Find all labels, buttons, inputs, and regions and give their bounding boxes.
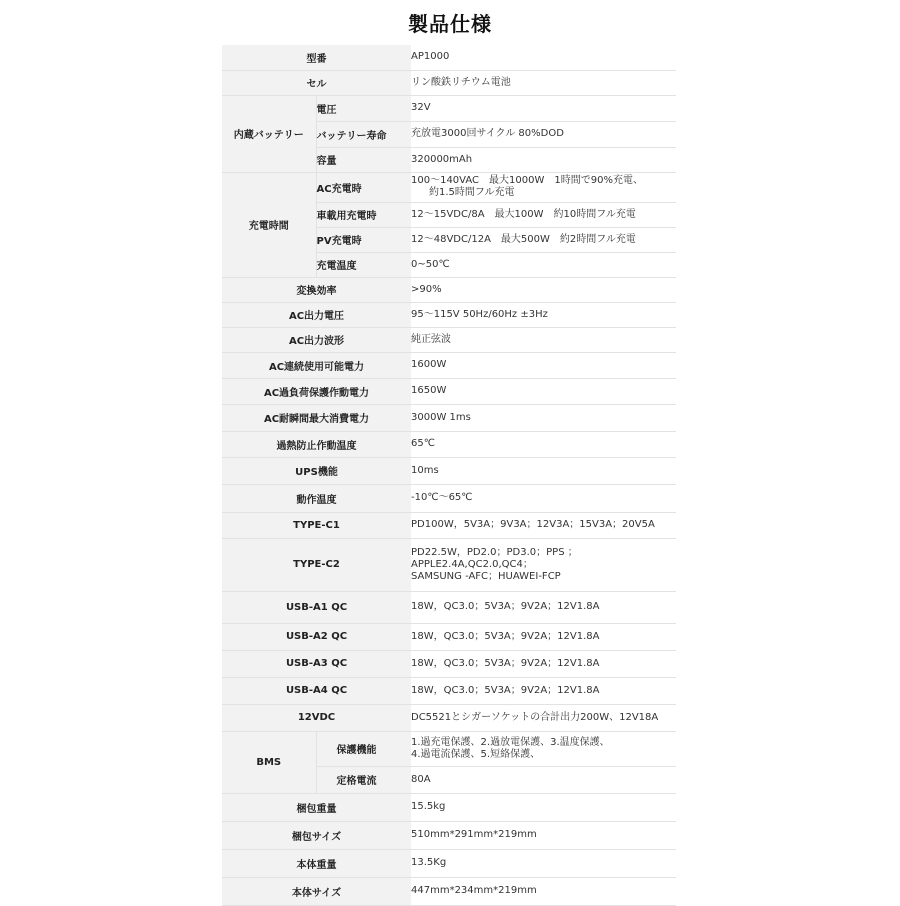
row-value: 12〜15VDC/8A 最大100W 約10時間フル充電 [411, 202, 676, 227]
row-label: TYPE-C1 [222, 512, 411, 538]
table-row [222, 731, 676, 766]
row-label: USB-A4 QC [222, 677, 411, 704]
table-row [222, 538, 676, 591]
row-sublabel: 保護機能 [316, 731, 411, 766]
row-label: AC過負荷保護作動電力 [222, 378, 411, 404]
row-value: AP1000 [411, 45, 676, 70]
row-label: USB-A1 QC [222, 591, 411, 623]
value-line: PD22.5W，PD2.0；PD3.0；PPS ； [411, 546, 578, 558]
row-value: 純正弦波 [411, 327, 676, 352]
group-label-bms: BMS [222, 731, 316, 793]
row-sublabel: 定格電流 [316, 766, 411, 793]
row-sublabel: バッテリー寿命 [316, 121, 411, 147]
group-label-charge-time: 充電時間 [222, 172, 316, 277]
row-sublabel: 車載用充電時 [316, 202, 411, 227]
row-value: 1600W [411, 352, 676, 378]
table-row [222, 327, 676, 352]
spec-table [222, 45, 676, 906]
row-value: 18W，QC3.0；5V3A；9V2A；12V1.8A [411, 591, 676, 623]
row-value: 95〜115V 50Hz/60Hz ±3Hz [411, 302, 676, 327]
row-value: 320000mAh [411, 147, 676, 172]
row-value: 0~50℃ [411, 252, 676, 277]
value-line: 約1.5時間フル充電 [429, 187, 515, 198]
table-row [222, 378, 676, 404]
row-label: 12VDC [222, 704, 411, 731]
row-value: 510mm*291mm*219mm [411, 821, 676, 849]
table-row [222, 457, 676, 484]
row-sublabel: 電圧 [316, 95, 411, 121]
value-line: APPLE2.4A,QC2.0,QC4； [411, 558, 533, 570]
row-value: 18W，QC3.0；5V3A；9V2A；12V1.8A [411, 623, 676, 650]
table-row [222, 793, 676, 821]
table-row [222, 95, 676, 121]
table-row [222, 70, 676, 95]
row-label: 本体サイズ [222, 877, 411, 905]
row-label: 梱包サイズ [222, 821, 411, 849]
value-line: 1.過充電保護、2.過放電保護、3.温度保護、 [411, 736, 610, 748]
value-line: SAMSUNG -AFC；HUAWEI-FCP [411, 570, 561, 582]
table-row [222, 849, 676, 877]
table-row [222, 650, 676, 677]
row-value: >90% [411, 277, 676, 302]
row-value: PD100W，5V3A；9V3A；12V3A；15V3A；20V5A [411, 512, 676, 538]
value-line: 4.過電流保護、5.短絡保護、 [411, 748, 541, 760]
row-value: 12〜48VDC/12A 最大500W 約2時間フル充電 [411, 227, 676, 252]
group-label-battery: 内蔵バッテリー [222, 95, 316, 172]
row-label: 動作温度 [222, 484, 411, 512]
row-label: USB-A3 QC [222, 650, 411, 677]
row-label: AC出力波形 [222, 327, 411, 352]
row-value: 3000W 1ms [411, 404, 676, 431]
table-row [222, 484, 676, 512]
table-row [222, 591, 676, 623]
row-label: 変換効率 [222, 277, 411, 302]
row-value: 32V [411, 95, 676, 121]
table-row [222, 277, 676, 302]
row-value: 15.5kg [411, 793, 676, 821]
table-row [222, 431, 676, 457]
row-value: 10ms [411, 457, 676, 484]
table-row [222, 877, 676, 905]
row-label: AC出力電圧 [222, 302, 411, 327]
row-value: DC5521とシガーソケットの合計出力200W、12V18A [411, 704, 676, 731]
value-line: 100〜140VAC 最大1000W 1時間で90%充電、 [411, 175, 643, 186]
row-value: -10℃〜65℃ [411, 484, 676, 512]
row-value: 447mm*234mm*219mm [411, 877, 676, 905]
row-value [411, 172, 676, 202]
row-label: 型番 [222, 45, 411, 70]
table-row [222, 302, 676, 327]
table-row [222, 172, 676, 202]
row-label: 過熱防止作動温度 [222, 431, 411, 457]
row-value: 18W，QC3.0；5V3A；9V2A；12V1.8A [411, 677, 676, 704]
table-row [222, 821, 676, 849]
row-value: 13.5Kg [411, 849, 676, 877]
table-row [222, 623, 676, 650]
row-value [411, 538, 676, 591]
row-sublabel: PV充電時 [316, 227, 411, 252]
row-label: TYPE-C2 [222, 538, 411, 591]
row-value: 65℃ [411, 431, 676, 457]
row-label: AC連続使用可能電力 [222, 352, 411, 378]
row-value: 18W，QC3.0；5V3A；9V2A；12V1.8A [411, 650, 676, 677]
row-label: AC耐瞬間最大消費電力 [222, 404, 411, 431]
table-row [222, 677, 676, 704]
page-title: 製品仕様 [408, 12, 492, 36]
row-sublabel: 容量 [316, 147, 411, 172]
row-value [411, 731, 676, 766]
row-sublabel: 充電温度 [316, 252, 411, 277]
table-row [222, 512, 676, 538]
table-row [222, 352, 676, 378]
row-label: 梱包重量 [222, 793, 411, 821]
row-value: 1650W [411, 378, 676, 404]
row-value: 80A [411, 766, 676, 793]
row-label: USB-A2 QC [222, 623, 411, 650]
table-row [222, 704, 676, 731]
row-value: リン酸鉄リチウム電池 [411, 70, 676, 95]
row-value: 充放電3000回サイクル 80%DOD [411, 121, 676, 147]
row-label: 本体重量 [222, 849, 411, 877]
row-label: セル [222, 70, 411, 95]
table-row [222, 404, 676, 431]
table-row [222, 45, 676, 70]
row-sublabel: AC充電時 [316, 172, 411, 202]
row-label: UPS機能 [222, 457, 411, 484]
